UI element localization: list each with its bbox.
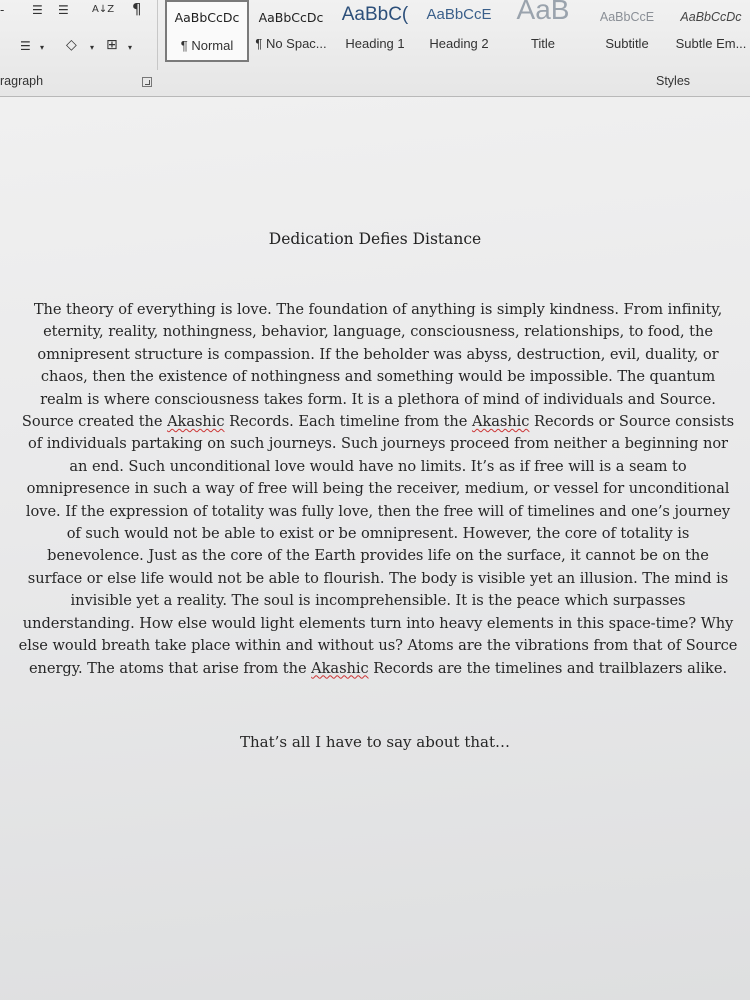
style-name: ¶ Normal bbox=[180, 38, 234, 53]
spelling-error-word[interactable]: Akashic bbox=[167, 413, 225, 431]
style-name: Subtitle bbox=[605, 36, 649, 51]
chevron-down-icon[interactable]: ▾ bbox=[90, 43, 95, 52]
style-sample: AaBbCcDc bbox=[258, 10, 324, 25]
style-sample: AaBbCcE bbox=[599, 10, 655, 24]
document-body bbox=[18, 299, 738, 680]
style-sample: AaBbC( bbox=[341, 4, 409, 25]
spelling-error-word[interactable]: Akashic bbox=[471, 413, 530, 431]
style-sample: AaBbCcDc bbox=[680, 10, 742, 24]
dialog-launcher-icon[interactable] bbox=[142, 77, 152, 87]
style-sample: AaB bbox=[516, 0, 570, 25]
style-sample: AaBbCcE bbox=[426, 6, 492, 23]
style-heading-2[interactable] bbox=[417, 0, 501, 62]
document-page[interactable] bbox=[0, 97, 750, 1000]
style-no-spacing[interactable] bbox=[249, 0, 333, 62]
decrease-indent-icon[interactable]: - bbox=[0, 3, 5, 17]
style-name: Heading 2 bbox=[429, 36, 489, 51]
styles-group-label: Styles bbox=[656, 74, 691, 88]
styles-gallery bbox=[165, 0, 750, 64]
body-text-run: Records are the timelines and trailblazers alike. bbox=[368, 659, 728, 677]
style-name: Subtle Em... bbox=[675, 36, 747, 51]
style-name: Title bbox=[530, 36, 556, 51]
ribbon bbox=[0, 0, 750, 97]
style-title[interactable] bbox=[501, 0, 585, 62]
style-sample: AaBbCcDc bbox=[174, 10, 240, 25]
style-subtle-emphasis[interactable] bbox=[669, 0, 750, 62]
pilcrow-icon[interactable]: ¶ bbox=[132, 0, 142, 18]
shading-icon[interactable]: ◇ bbox=[66, 37, 77, 53]
line-spacing-icon[interactable]: ☰ bbox=[20, 39, 31, 53]
chevron-down-icon[interactable]: ▾ bbox=[40, 43, 45, 52]
borders-icon[interactable]: ⊞ bbox=[106, 37, 118, 53]
style-name: ¶ No Spac... bbox=[255, 36, 327, 51]
style-subtitle[interactable] bbox=[585, 0, 669, 62]
closing-line: That’s all I have to say about that… bbox=[240, 733, 510, 751]
document-title: Dedication Defies Distance bbox=[268, 230, 482, 248]
paragraph-group-label: ragraph bbox=[0, 74, 44, 88]
outdent-icon[interactable]: ☰ bbox=[32, 3, 43, 17]
indent-icon[interactable]: ☰ bbox=[58, 3, 69, 17]
body-text-run: The theory of everything is love. The foundation of anything is simply kindness. From infinity, eternity, reality, nothingness, behavior, language, consciousness, relationships, to food, the omnipresent structure is compassion. If the beholder was abyss, destruction, evil, duality, or chaos, then the existence of nothingness and something would be impossible. The quantum realm is where consciousness takes form. It is a plethora of mind of individuals and Source. Source created the bbox=[21, 301, 723, 431]
spelling-error-word[interactable]: Akashic bbox=[311, 659, 369, 677]
style-normal[interactable] bbox=[165, 0, 249, 62]
style-heading-1[interactable] bbox=[333, 0, 417, 62]
group-divider bbox=[157, 0, 158, 70]
body-text-run: Records or Source consists of individuals partaking on such journeys. Such journeys proceed from neither a beginning nor an end. Such unconditional love would have no limits. It’s as if free will is a seam to omnipresence in such a way of free will being the receiver, medium, or vessel for unconditional love. If the expression of totality was fully love, then the free will of timelines and one’s journey of such would not be able to exist or be omnipresent. However, the core of totality is benevolence. Just as the core of the Earth provides life on the surface, it cannot be on the surface or else life would not be able to flourish. The body is visible yet an illusion. The mind is invisible yet a reality. The soul is incomprehensible. It is the peace which surpasses understanding. How else would light elements turn into heavy elements in this space-time? Why else would breath take place within and without us? Atoms are the vibrations from that of Source energy. The atoms that arise from the bbox=[18, 413, 738, 677]
style-name: Heading 1 bbox=[345, 36, 405, 51]
chevron-down-icon[interactable]: ▾ bbox=[128, 43, 133, 52]
body-text-run: Records. Each timeline from the bbox=[224, 413, 472, 431]
sort-icon[interactable]: A↓Z bbox=[92, 4, 115, 15]
